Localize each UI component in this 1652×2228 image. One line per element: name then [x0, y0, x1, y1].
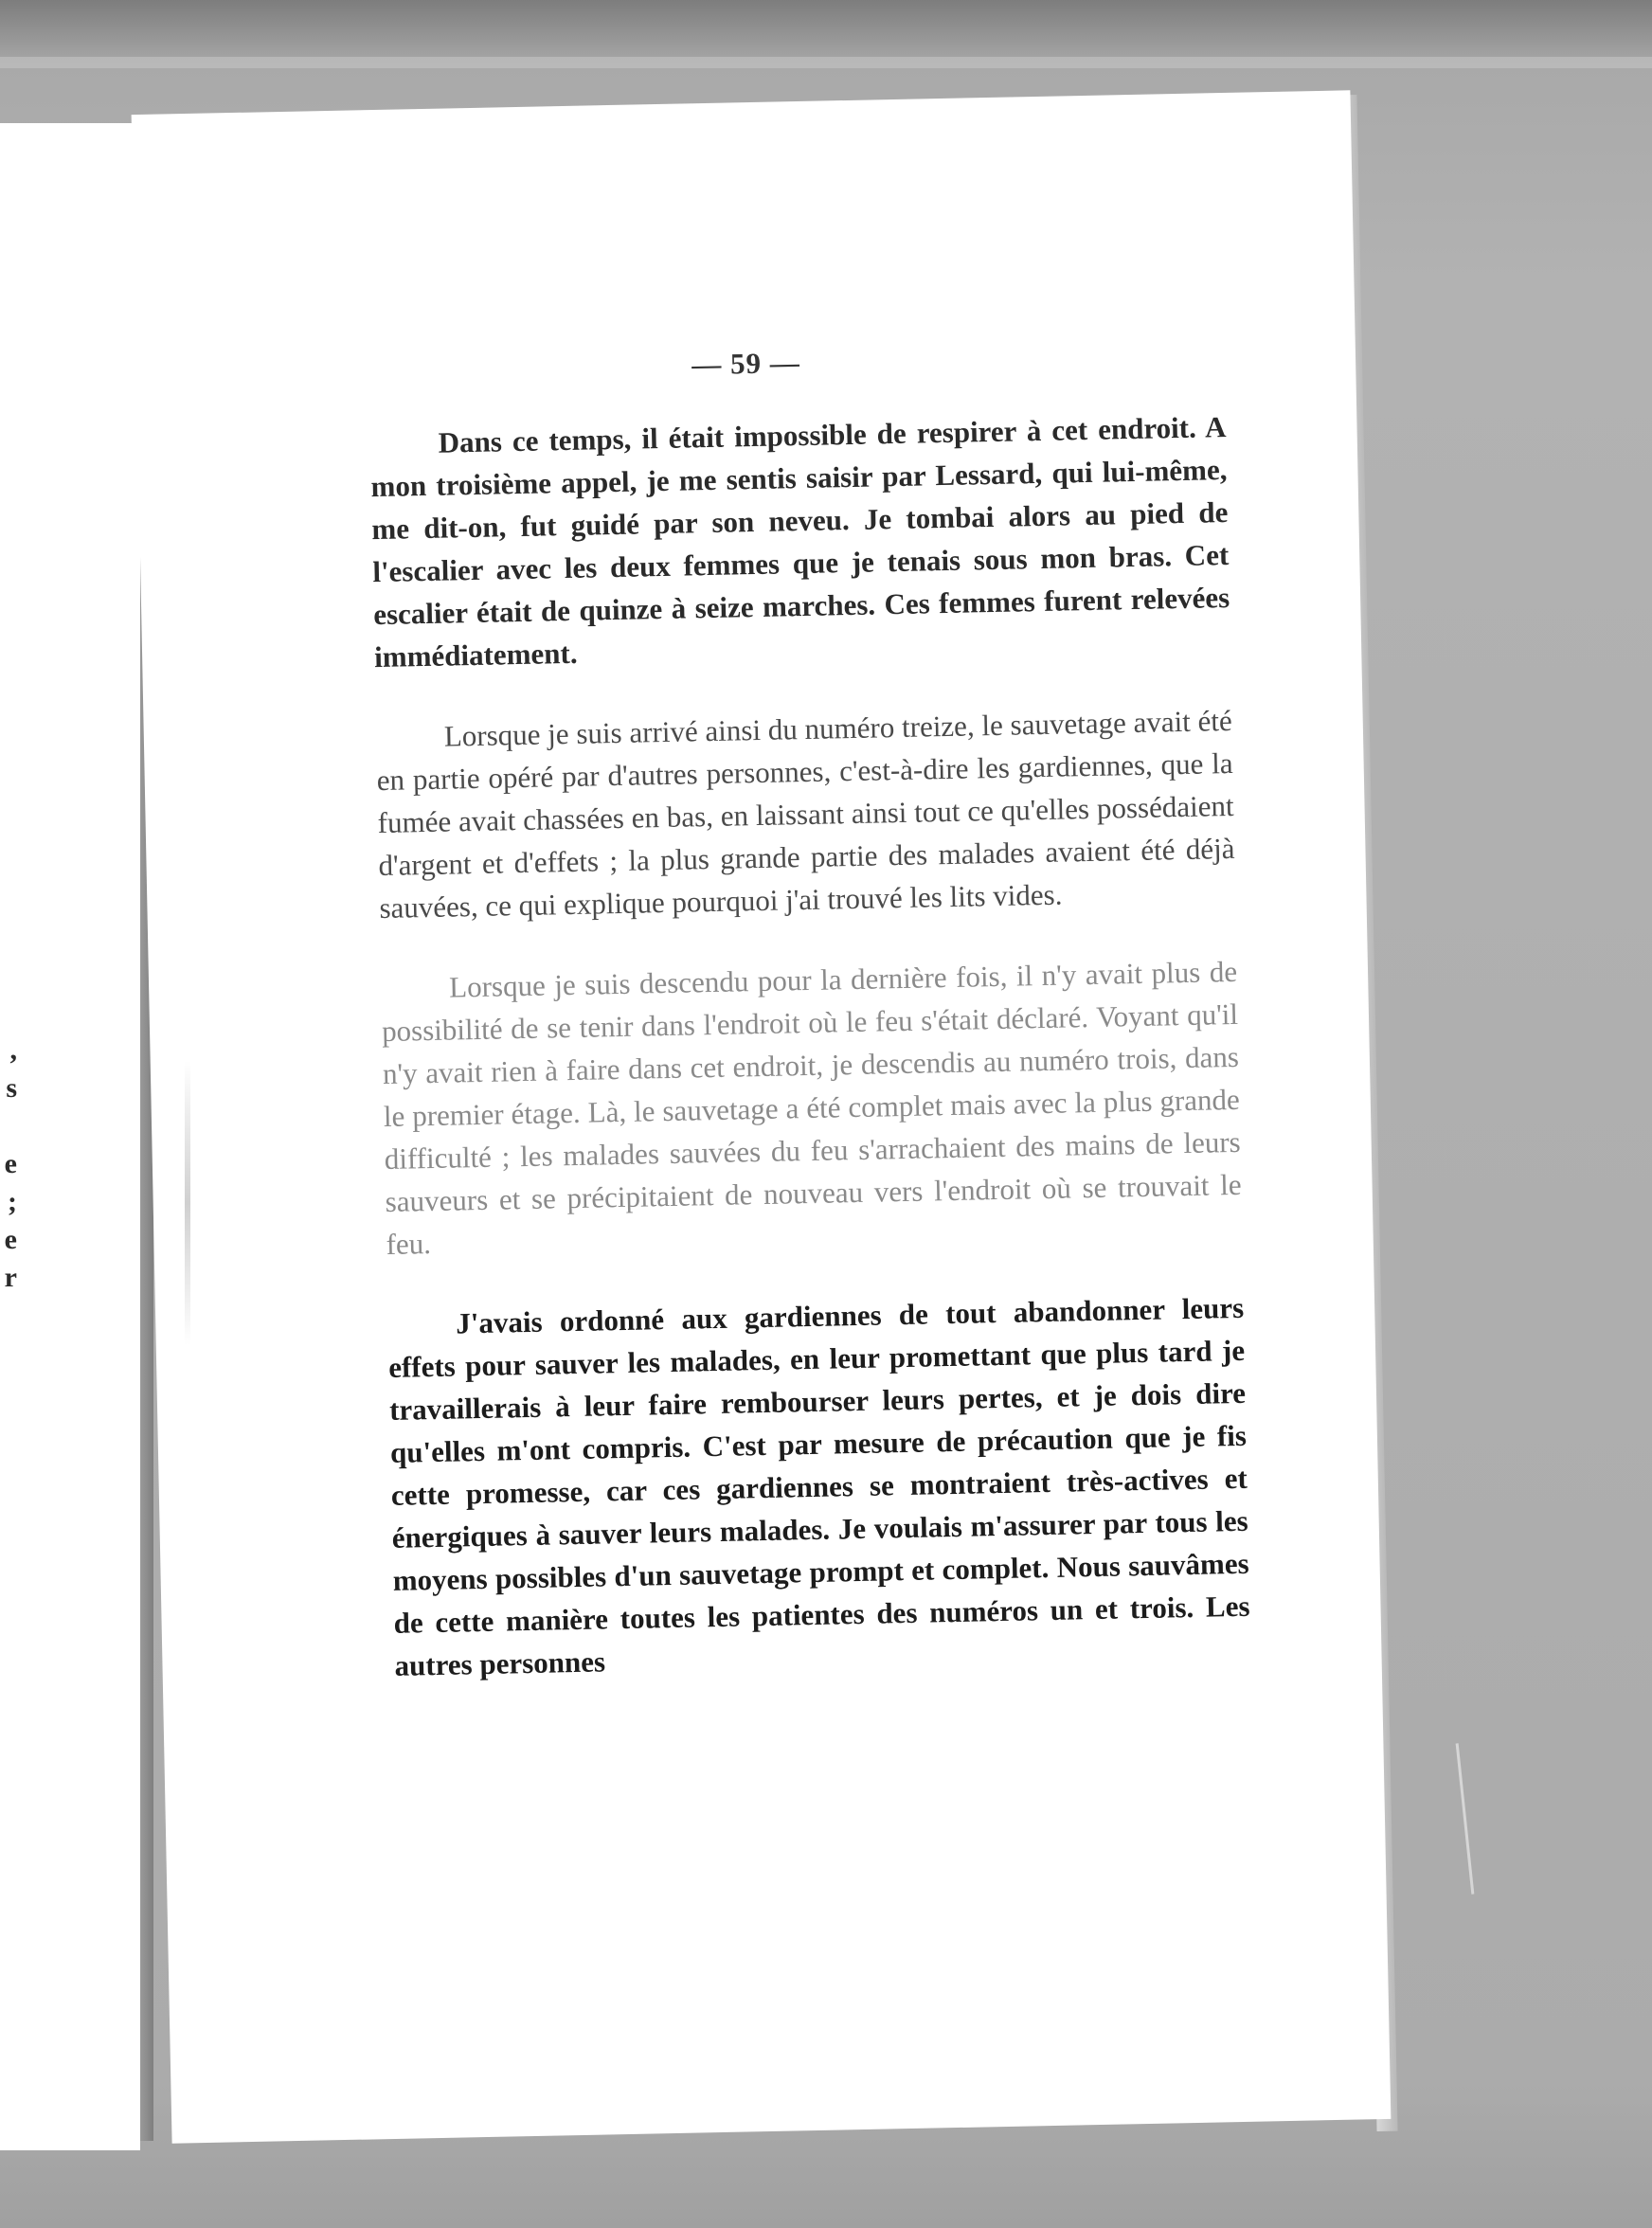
page-text-block — [369, 405, 1251, 1687]
page-number: — 59 — — [691, 346, 801, 382]
margin-fragment: , — [9, 1034, 17, 1066]
scanner-top-edge — [0, 57, 1652, 68]
previous-page — [0, 123, 140, 2150]
margin-fragment: ; — [8, 1186, 17, 1217]
binding-crease — [185, 1061, 190, 1345]
paragraph-2: Lorsque je suis arrivé ainsi du numéro treize, le sauvetage avait été en partie opéré par d'autres personnes, c'est-à-dire les gardiennes, que la fumée avait chassées en bas, en laissant ainsi tout ce qu'elles possédaient d'argent et d'effets ; la plus grande partie des malades avaient été déjà sauvées, ce qui explique pourquoi j'ai trouvé les lits vides. — [376, 703, 1235, 925]
previous-page-margin-fragments — [0, 123, 19, 2150]
margin-fragment: s — [6, 1072, 17, 1104]
margin-fragment: e — [4, 1224, 17, 1255]
margin-fragment: r — [4, 1262, 17, 1293]
book-page — [132, 90, 1392, 2143]
paragraph-3: Lorsque je suis descendu pour la dernière fois, il n'y avait plus de possibilité de se tenir dans l'endroit où le feu s'était déclaré. Voyant qu'il n'y avait rien à faire dans cet endroit, je descendis au numéro trois, dans le premier étage. Là, le sauvetage a été complet mais avec la plus grande difficulté ; les malades sauvées du feu s'arrachaient des mains de leurs sauveurs et se précipitaient de nouveau vers l'endroit où se trouvait le feu. — [381, 954, 1242, 1261]
paragraph-1: Dans ce temps, il était impossible de respirer à cet endroit. A mon troisième appel, je me sentis saisir par Lessard, qui lui-même, me dit-on, fut guidé par son neveu. Je tombai alors au pied de l'escalier avec les deux femmes que je tenais sous mon bras. Cet escalier était de quinze à seize marches. Ces femmes furent relevées immédiatement. — [370, 410, 1230, 674]
margin-fragment: e — [4, 1148, 17, 1179]
paragraph-4: J'avais ordonné aux gardiennes de tout abandonner leurs effets pour sauver les malades, en leur promettant que plus tard je travaillerais à leur faire rembourser leurs pertes, et je dois dire qu'elles m'ont compris. C'est par mesure de précaution que je fis cette promesse, car ces gardiennes se montraient très-actives et énergiques à sauver leurs malades. Je voulais m'assurer par tous les moyens possibles d'un sauvetage prompt et complet. Nous sauvâmes de cette manière toutes les patientes des numéros un et trois. Les autres personnes — [387, 1290, 1250, 1682]
